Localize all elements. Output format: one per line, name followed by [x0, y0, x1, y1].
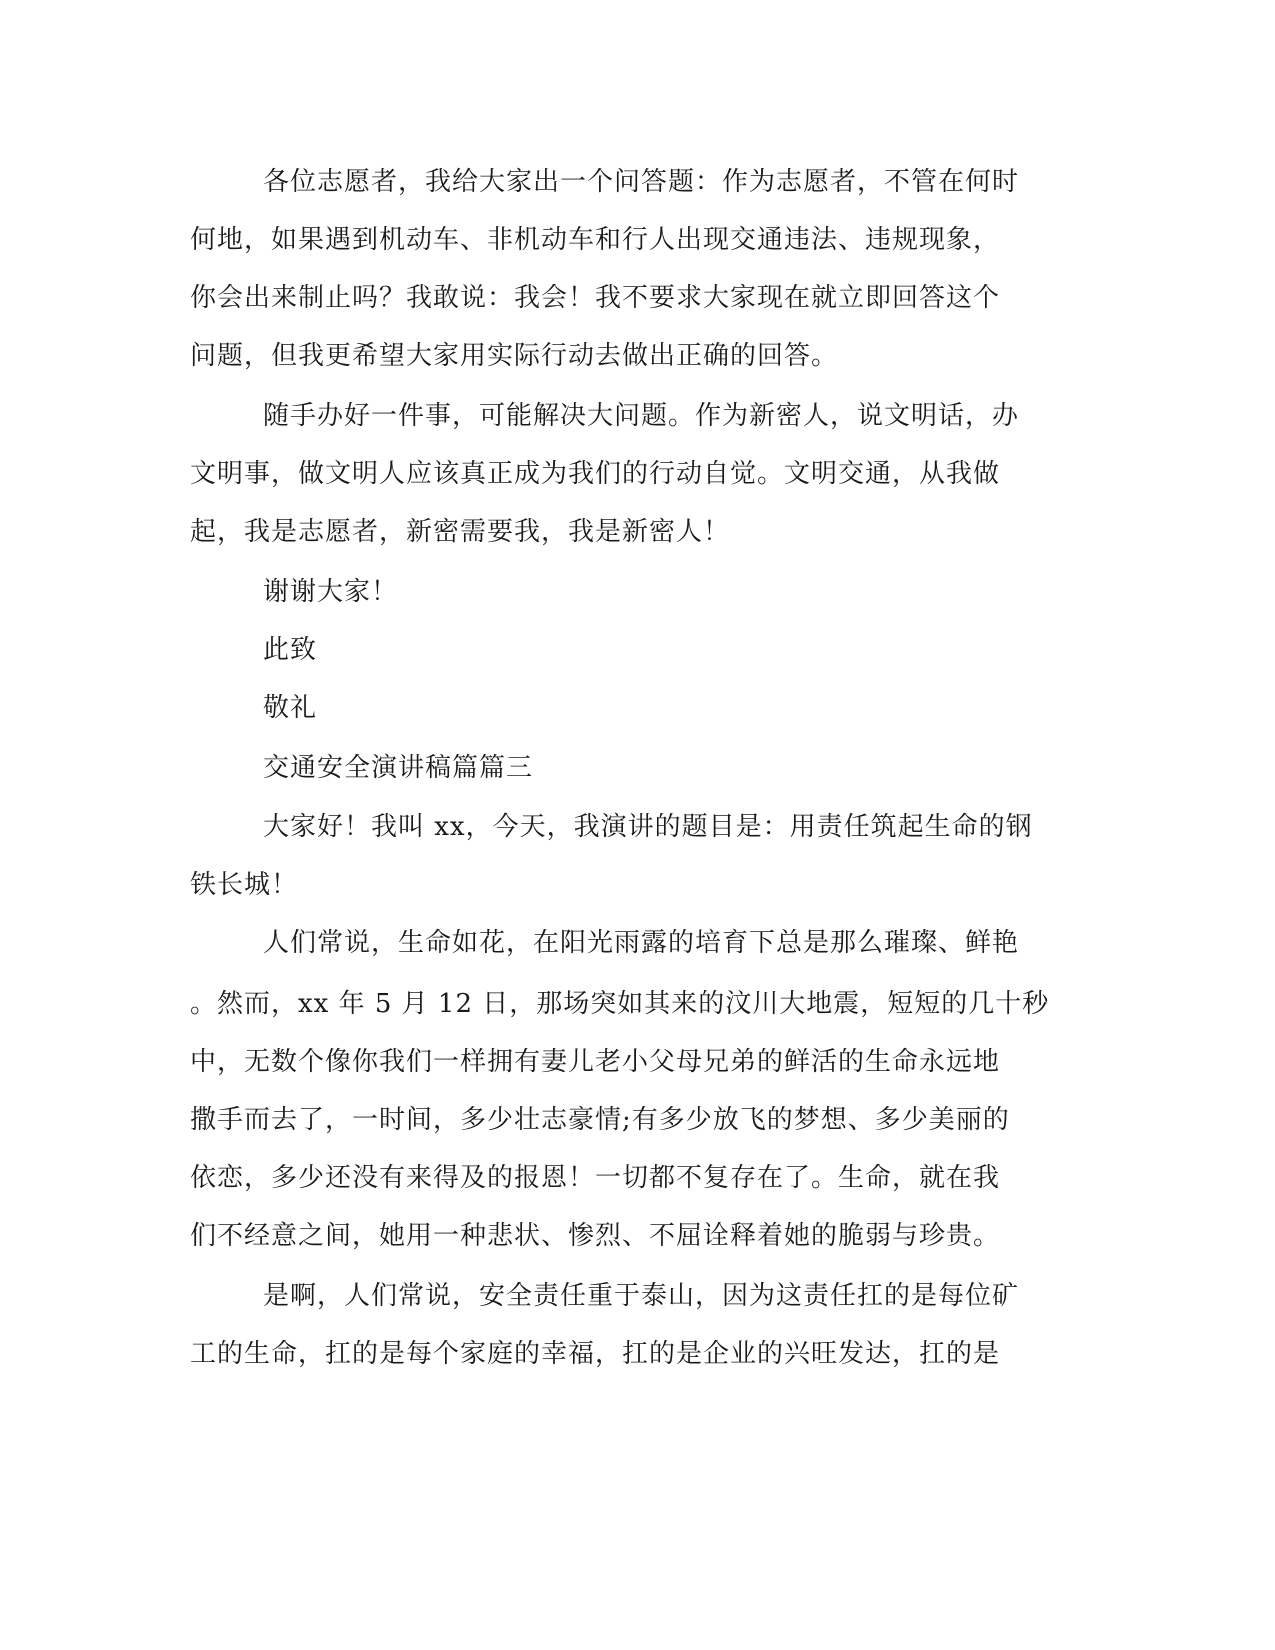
text-line: 你会出来制止吗？我敢说：我会！我不要求大家现在就立即回答这个: [190, 283, 1001, 313]
text-line: 工的生命，扛的是每个家庭的幸福，扛的是企业的兴旺发达，扛的是: [190, 1339, 1001, 1369]
text-line: 依恋，多少还没有来得及的报恩！一切都不复存在了。生命，就在我: [190, 1163, 1001, 1193]
text-line: 铁长城！: [190, 870, 299, 900]
text-line: 文明事，做文明人应该真正成为我们的行动自觉。文明交通，从我做: [190, 459, 1001, 489]
text-line: 各位志愿者，我给大家出一个问答题：作为志愿者，不管在何时: [263, 167, 1020, 197]
text-line: 是啊，人们常说，安全责任重于泰山，因为这责任扛的是每位矿: [263, 1281, 1020, 1311]
text-line: 何地，如果遇到机动车、非机动车和行人出现交通违法、违规现象，: [190, 225, 1001, 255]
text-line: 中，无数个像你我们一样拥有妻儿老小父母兄弟的鲜活的生命永远地: [190, 1047, 1001, 1077]
text-line: 谢谢大家！: [263, 577, 399, 607]
text-line: 敬礼: [263, 693, 318, 723]
text-line: 起，我是志愿者，新密需要我，我是新密人！: [190, 517, 731, 547]
text-line: 大家好！我叫 xx，今天，我演讲的题目是：用责任筑起生命的钢: [263, 812, 1033, 842]
text-line: 。然而，xx 年 5 月 12 日，那场突如其来的汶川大地震，短短的几十秒: [190, 989, 1050, 1019]
text-line: 问题，但我更希望大家用实际行动去做出正确的回答。: [190, 341, 839, 371]
text-line: 们不经意之间，她用一种悲状、惨烈、不屈诠释着她的脆弱与珍贵。: [190, 1221, 1001, 1251]
text-line: 此致: [263, 635, 318, 665]
text-line: 撒手而去了，一时间，多少壮志豪情;有多少放飞的梦想、多少美丽的: [190, 1105, 1010, 1135]
text-line: 人们常说，生命如花，在阳光雨露的培育下总是那么璀璨、鲜艳: [263, 928, 1020, 958]
text-line: 随手办好一件事，可能解决大问题。作为新密人，说文明话，办: [263, 401, 1020, 431]
section-heading: 交通安全演讲稿篇篇三: [263, 753, 534, 783]
